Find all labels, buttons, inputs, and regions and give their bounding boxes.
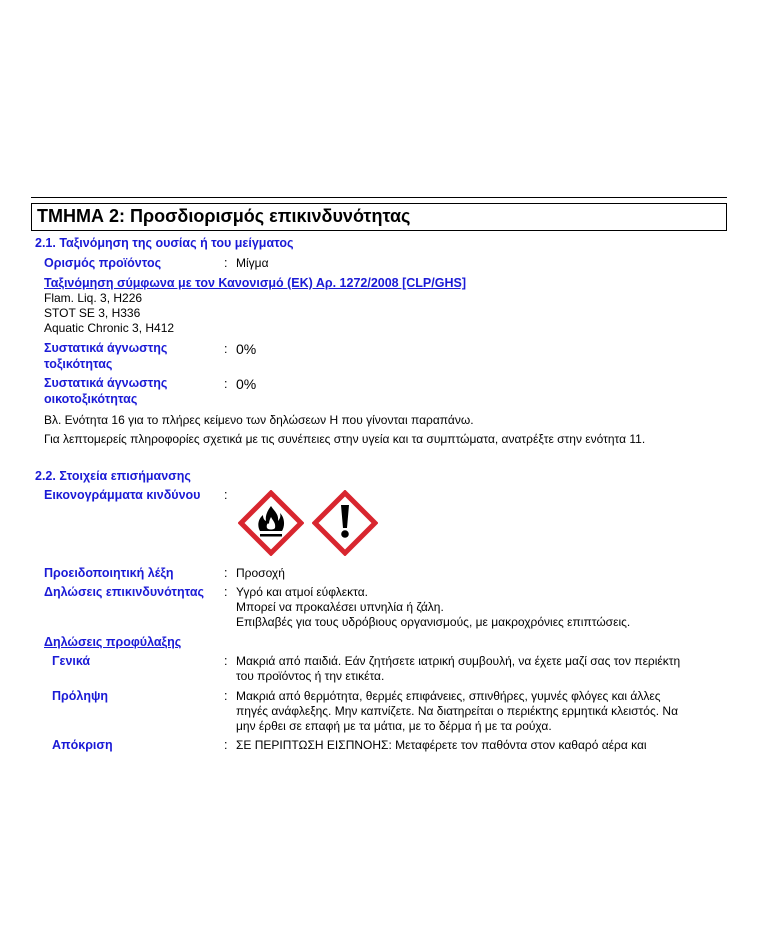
response-label: Απόκριση <box>52 738 113 752</box>
response-text: ΣΕ ΠΕΡΙΠΤΩΣΗ ΕΙΣΠΝΟΗΣ: Μεταφέρετε τον παθόντα στον καθαρό αέρα και <box>236 738 647 752</box>
colon: : <box>224 377 228 391</box>
unknown-toxicity-label: Συστατικά άγνωστης <box>44 341 168 355</box>
signal-word-label: Προειδοποιητική λέξη <box>44 566 174 580</box>
general-label: Γενικά <box>52 654 91 668</box>
unknown-toxicity-label-line2: τοξικότητας <box>44 357 113 371</box>
unknown-ecotoxicity-label-line2: οικοτοξικότητας <box>44 392 138 406</box>
unknown-ecotoxicity-label: Συστατικά άγνωστης <box>44 376 168 390</box>
hazard-pictograms-label: Εικονογράμματα κινδύνου <box>44 488 201 502</box>
unknown-ecotoxicity-value: 0% <box>236 376 257 392</box>
hazard-statement: Υγρό και ατμοί εύφλεκτα. <box>236 585 368 599</box>
product-definition-label: Ορισμός προϊόντος <box>44 256 162 270</box>
colon: : <box>224 488 228 502</box>
prevention-text: Μακριά από θερμότητα, θερμές επιφάνειες, σπινθήρες, γυμνές φλόγες και άλλες <box>236 689 661 703</box>
note-section-16: Βλ. Ενότητα 16 για το πλήρες κείμενο των δηλώσεων Η που γίνονται παραπάνω. <box>44 413 474 427</box>
general-text: του προϊόντος ή την ετικέτα. <box>236 669 385 683</box>
unknown-toxicity-value: 0% <box>236 341 257 357</box>
exclamation-icon <box>312 490 378 556</box>
top-rule <box>31 197 727 198</box>
classification-item: STOT SE 3, H336 <box>44 306 141 320</box>
product-definition-value: Μίγμα <box>236 256 269 270</box>
colon: : <box>224 256 228 270</box>
colon: : <box>224 738 228 752</box>
hazard-statements-label: Δηλώσεις επικινδυνότητας <box>44 585 205 599</box>
subsection-2-1-heading: 2.1. Ταξινόμηση της ουσίας ή του μείγματος <box>35 236 294 250</box>
hazard-pictograms <box>238 490 378 556</box>
colon: : <box>224 689 228 703</box>
prevention-text: μην έρθει σε επαφή με τα μάτια, με το δέρμα ή με τα ρούχα. <box>236 719 552 733</box>
precautionary-statements-heading[interactable]: Δηλώσεις προφύλαξης <box>44 635 182 649</box>
general-text: Μακριά από παιδιά. Εάν ζητήσετε ιατρική συμβουλή, να έχετε μαζί σας τον περιέκτη <box>236 654 681 668</box>
prevention-text: πηγές ανάφλεξης. Μην καπνίζετε. Να διατηρείται ο περιέκτης ερμητικά κλειστός. Να <box>236 704 679 718</box>
signal-word-value: Προσοχή <box>236 566 285 580</box>
clp-classification-heading[interactable]: Ταξινόμηση σύμφωνα με τον Κανονισμό (ΕΚ) Αρ. 1272/2008 [CLP/GHS] <box>44 276 466 290</box>
section-title: ΤΜΗΜΑ 2: Προσδιορισμός επικινδυνότητας <box>37 206 411 226</box>
note-section-11: Για λεπτομερείς πληροφορίες σχετικά με τις συνέπειες στην υγεία και τα συμπτώματα, ανατρέξτε στην ενότητα 11. <box>44 432 646 446</box>
colon: : <box>224 342 228 356</box>
hazard-statement: Επιβλαβές για τους υδρόβιους οργανισμούς, με μακροχρόνιες επιπτώσεις. <box>236 615 631 629</box>
flame-icon <box>238 490 304 556</box>
section-header-box <box>31 203 727 231</box>
colon: : <box>224 654 228 668</box>
classification-item: Aquatic Chronic 3, H412 <box>44 321 175 335</box>
colon: : <box>224 566 228 580</box>
subsection-2-2-heading: 2.2. Στοιχεία επισήμανσης <box>35 469 191 483</box>
colon: : <box>224 585 228 599</box>
hazard-statement: Μπορεί να προκαλέσει υπνηλία ή ζάλη. <box>236 600 444 614</box>
classification-item: Flam. Liq. 3, H226 <box>44 291 143 305</box>
prevention-label: Πρόληψη <box>52 689 109 703</box>
